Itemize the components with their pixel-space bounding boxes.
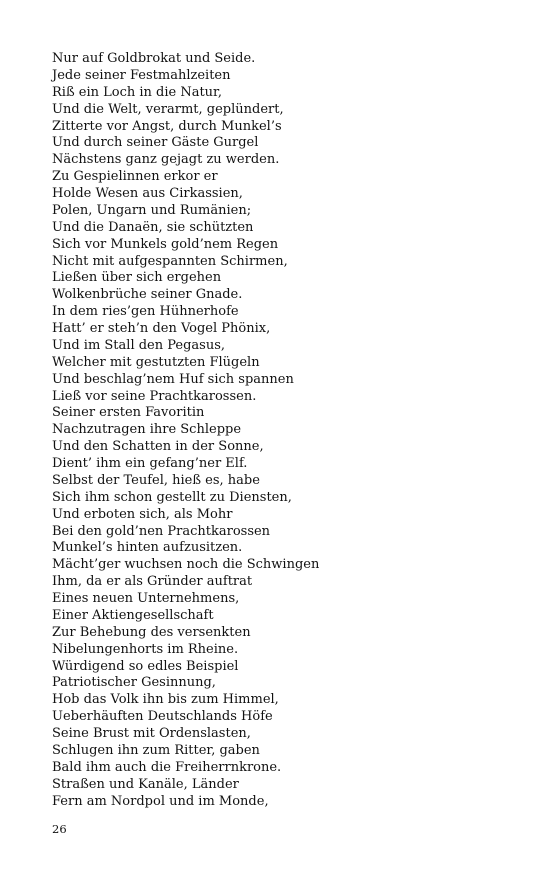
poem-line: Munkel’s hinten aufzusitzen. (52, 540, 243, 556)
poem-line: Nicht mit aufgespannten Schirmen, (52, 253, 288, 269)
poem-line: Riß ein Loch in die Natur, (52, 84, 222, 100)
poem-line: In dem ries’gen Hühnerhofe (52, 304, 239, 320)
poem-line: Jede seiner Festmahlzeiten (52, 67, 231, 83)
page-number: 26 (52, 822, 67, 836)
poem-line: Zu Gespielinnen erkor er (52, 169, 218, 185)
poem-line: Ihm, da er als Gründer auftrat (52, 574, 253, 590)
poem-line: Würdigend so edles Beispiel (52, 658, 239, 674)
poem-line: Schlugen ihn zum Ritter, gaben (52, 742, 260, 758)
poem-line: Nächstens ganz gejagt zu werden. (52, 152, 280, 168)
poem-line: Holde Wesen aus Cirkassien, (52, 186, 243, 201)
poem-line: Und beschlag’nem Huf sich spannen (52, 371, 294, 387)
poem-line: Einer Aktiengesellschaft (52, 607, 214, 623)
poem-line: Und erboten sich, als Mohr (52, 506, 233, 522)
poem-line: Selbst der Teufel, hieß es, habe (52, 472, 260, 488)
poem-line: Zur Behebung des versenkten (52, 624, 251, 640)
poem-line: Patriotischer Gesinnung, (52, 675, 216, 691)
poem-line: Bei den gold’nen Prachtkarossen (52, 523, 271, 539)
poem-line: Mächt’ger wuchsen noch die Schwingen (52, 557, 320, 573)
poem-line: Seine Brust mit Ordenslasten, (52, 726, 251, 741)
poem-line: Dient’ ihm ein gefang’ner Elf. (52, 456, 248, 471)
poem-line: Nachzutragen ihre Schleppe (52, 422, 242, 438)
poem-line: Nibelungenhorts im Rheine. (52, 641, 239, 657)
poem-text (52, 51, 319, 810)
poem-line: Welcher mit gestutzten Flügeln (52, 354, 260, 370)
poem-line: Und durch seiner Gäste Gurgel (52, 135, 259, 151)
poem-line: Bald ihm auch die Freiherrnkrone. (52, 759, 282, 775)
poem-line: Und die Danaën, sie schützten (52, 219, 254, 235)
poem-line: Ueberhäuften Deutschlands Höfe (52, 709, 273, 725)
poem-line: Seiner ersten Favoritin (52, 405, 205, 421)
poem-line: Und im Stall den Pegasus, (52, 337, 226, 353)
poem-line: Wolkenbrüche seiner Gnade. (52, 287, 243, 303)
poem-line: Sich vor Munkels gold’nem Regen (52, 236, 279, 252)
poem-line: Und die Welt, verarmt, geplündert, (52, 101, 284, 117)
poem-line: Eines neuen Unternehmens, (52, 591, 240, 606)
poem-line: Zitterte vor Angst, durch Munkel’s (52, 118, 282, 134)
poem-line: Nur auf Goldbrokat und Seide. (52, 51, 256, 66)
poem-line: Polen, Ungarn und Rumänien; (52, 202, 252, 218)
poem-line: Hob das Volk ihn bis zum Himmel, (52, 692, 279, 708)
poem-line: Und den Schatten in der Sonne, (52, 439, 264, 455)
poem-line: Straßen und Kanäle, Länder (52, 776, 239, 792)
poem-line: Hatt’ er steh’n den Vogel Phönix, (52, 321, 271, 336)
poem-line: Ließ vor seine Prachtkarossen. (52, 388, 257, 404)
poem-line: Sich ihm schon gestellt zu Diensten, (52, 489, 292, 505)
poem-line: Fern am Nordpol und im Monde, (52, 793, 269, 809)
poem-line: Ließen über sich ergehen (52, 270, 222, 286)
